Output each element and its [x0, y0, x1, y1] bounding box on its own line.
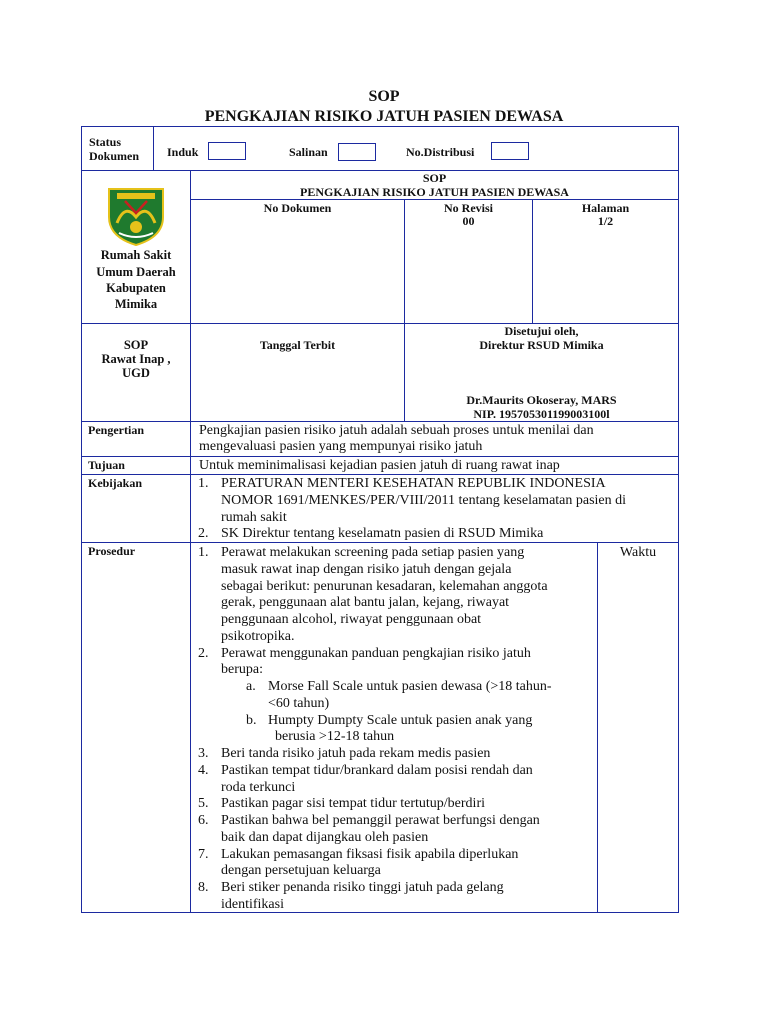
- pengertian-label: Pengertian: [88, 423, 144, 437]
- prosedur-line: Beri tanda risiko jatuh pada rekam medis pasien: [221, 746, 491, 761]
- prosedur-line: <60 tahun): [268, 696, 330, 711]
- sop-unit-2: Rawat Inap ,: [101, 352, 171, 366]
- logo-emblem-icon: [105, 183, 167, 247]
- frame-left: [81, 126, 82, 913]
- prosedur-line: Perawat melakukan screening pada setiap pasien yang: [221, 545, 525, 560]
- kebijakan-item-1b: NOMOR 1691/MENKES/PER/VIII/2011 tentang keselamatan pasien di: [221, 493, 627, 508]
- prosedur-num: 7.: [198, 847, 209, 862]
- prosedur-line: dengan persetujuan keluarga: [221, 863, 381, 878]
- halaman-value: 1/2: [597, 214, 614, 228]
- page-subtitle: PENGKAJIAN RISIKO JATUH PASIEN DEWASA: [204, 108, 564, 125]
- hospital-name-2: Umum Daerah: [96, 265, 176, 279]
- hospital-name-1: Rumah Sakit: [100, 248, 172, 262]
- kebijakan-num-1: 1.: [198, 476, 209, 491]
- distribusi-box[interactable]: [491, 142, 529, 160]
- distribusi-label: No.Distribusi: [406, 145, 475, 159]
- no-revisi-value: 00: [462, 214, 475, 228]
- salinan-label: Salinan: [289, 145, 328, 159]
- waktu-label: Waktu: [619, 545, 657, 560]
- prosedur-line: masuk rawat inap dengan risiko jatuh dengan gejala: [221, 562, 512, 577]
- tujuan-text: Untuk meminimalisasi kejadian pasien jatuh di ruang rawat inap: [199, 458, 560, 473]
- prosedur-num: b.: [246, 713, 257, 728]
- prosedur-line: identifikasi: [221, 897, 284, 912]
- prosedur-line: Perawat menggunakan panduan pengkajian risiko jatuh: [221, 646, 531, 661]
- salinan-box[interactable]: [338, 143, 376, 161]
- tujuan-label: Tujuan: [88, 458, 125, 472]
- hospital-logo: [105, 183, 167, 247]
- prosedur-num: 2.: [198, 646, 209, 661]
- hospital-name-4: Mimika: [114, 297, 158, 311]
- no-dokumen-label: No Dokumen: [263, 201, 332, 215]
- prosedur-line: Lakukan pemasangan fiksasi fisik apabila diperlukan: [221, 847, 519, 862]
- page-title: SOP: [368, 88, 400, 105]
- prosedur-line: berupa:: [221, 662, 263, 677]
- prosedur-num: 8.: [198, 880, 209, 895]
- frame-right: [678, 126, 679, 913]
- sop-unit-1: SOP: [123, 338, 149, 352]
- prosedur-line: Beri stiker penanda risiko tinggi jatuh pada gelang: [221, 880, 504, 895]
- prosedur-line: gerak, penggunaan alat bantu jalan, kejang, riwayat: [221, 595, 510, 610]
- frame-bottom: [81, 912, 679, 913]
- prosedur-line: penggunaan alcohol, riwayat penggunaan obat: [221, 612, 482, 627]
- induk-box[interactable]: [208, 142, 246, 160]
- kebijakan-item-1c: rumah sakit: [221, 510, 287, 525]
- prosedur-line: Morse Fall Scale untuk pasien dewasa (>18 tahun-: [268, 679, 552, 694]
- prosedur-num: 6.: [198, 813, 209, 828]
- induk-label: Induk: [167, 145, 199, 159]
- pengertian-text-2: mengevaluasi pasien yang mempunyai risiko jatuh: [199, 439, 483, 454]
- doc-title: PENGKAJIAN RISIKO JATUH PASIEN DEWASA: [300, 185, 569, 199]
- direktur-label: Direktur RSUD Mimika: [479, 338, 604, 352]
- sop-unit-3: UGD: [122, 366, 150, 380]
- prosedur-num: 1.: [198, 545, 209, 560]
- prosedur-num: a.: [246, 679, 256, 694]
- pengertian-text-1: Pengkajian pasien risiko jatuh adalah sebuah proses untuk menilai dan: [199, 423, 594, 438]
- kebijakan-label: Kebijakan: [88, 476, 143, 490]
- doc-sop: SOP: [422, 171, 447, 185]
- hospital-name-3: Kabupaten: [106, 281, 166, 295]
- tanggal-terbit: Tanggal Terbit: [259, 338, 336, 352]
- direktur-nip: NIP. 195705301199003100l: [473, 407, 610, 421]
- prosedur-num: 4.: [198, 763, 209, 778]
- direktur-name: Dr.Maurits Okoseray, MARS: [466, 393, 617, 407]
- kebijakan-num-2: 2.: [198, 526, 209, 541]
- prosedur-line: psikotropika.: [221, 629, 295, 644]
- halaman-label: Halaman: [581, 201, 630, 215]
- kebijakan-item-2: SK Direktur tentang keselamatn pasien di RSUD Mimika: [221, 526, 544, 541]
- prosedur-line: Pastikan pagar sisi tempat tidur tertutup/berdiri: [221, 796, 485, 811]
- no-revisi-label: No Revisi: [444, 201, 493, 215]
- prosedur-line: Pastikan bahwa bel pemanggil perawat berfungsi dengan: [221, 813, 540, 828]
- prosedur-line: Humpty Dumpty Scale untuk pasien anak yang: [268, 713, 533, 728]
- status-label: Status: [89, 135, 122, 149]
- frame-top: [81, 126, 679, 127]
- disetujui-label: Disetujui oleh,: [504, 324, 579, 338]
- prosedur-line: berusia >12-18 tahun: [275, 729, 395, 744]
- status-label-2: Dokumen: [89, 149, 140, 163]
- prosedur-line: Pastikan tempat tidur/brankard dalam posisi rendah dan: [221, 763, 533, 778]
- prosedur-num: 5.: [198, 796, 209, 811]
- kebijakan-item-1a: PERATURAN MENTERI KESEHATAN REPUBLIK INDONESIA: [221, 476, 606, 491]
- prosedur-num: 3.: [198, 746, 209, 761]
- prosedur-line: roda terkunci: [221, 780, 296, 795]
- prosedur-line: sebagai berikut: penurunan kesadaran, kelemahan anggota: [221, 579, 548, 594]
- prosedur-label: Prosedur: [88, 544, 136, 558]
- prosedur-line: baik dan dapat dijangkau oleh pasien: [221, 830, 429, 845]
